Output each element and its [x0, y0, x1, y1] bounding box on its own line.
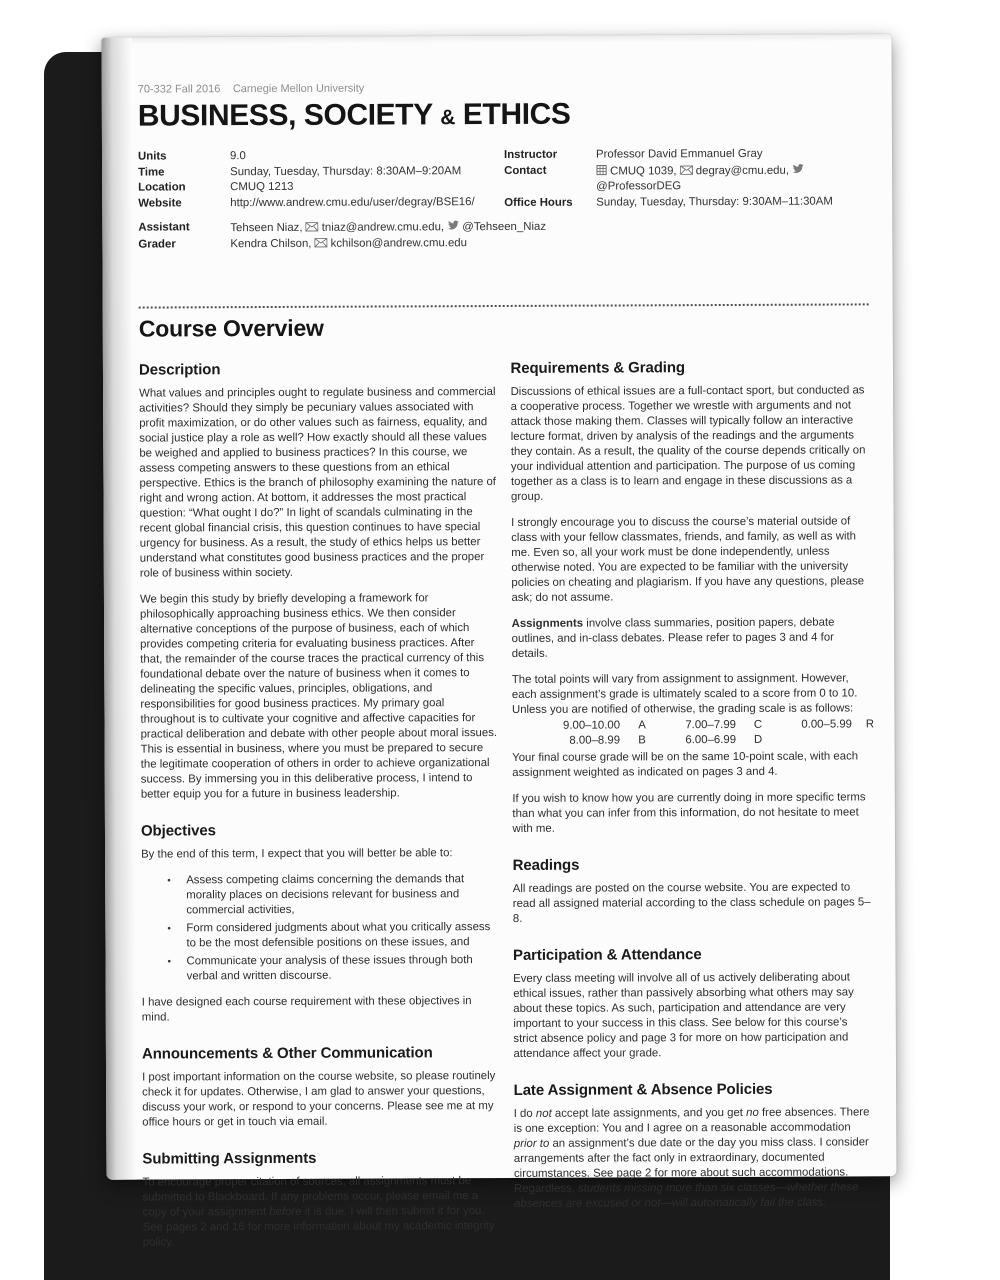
info-label: Units [138, 150, 167, 163]
assistant-value [230, 219, 546, 237]
info-label: Grader [138, 237, 176, 251]
participation-paragraph: Every class meeting will involve all of us actively deliberating about ethical issues, rather than passively absorbing what others may say about these topics. As such, participation and attendance are very important to your success in this class. See below for this course’s strict absence policy and page 3 for more on how participation and attendance affect your grade. [513, 971, 854, 1060]
readings-heading: Readings [512, 856, 580, 874]
envelope-icon [680, 165, 693, 175]
info-row-instructor [504, 146, 868, 163]
info-value: CMUQ 1213 [230, 180, 294, 194]
contact-room: CMUQ 1039, [610, 164, 677, 178]
text-run-italic: not [535, 1107, 552, 1120]
grading-scale-cell: 7.00–7.99 [685, 718, 737, 732]
objective-item: • Communicate your analysis of these issues through both verbal and written discourse. [187, 953, 501, 984]
requirements-paragraph-4: The total points will vary from assignment to assignment. However, each assignment’s grade is ultimately scaled to a score from 0 to 10. Unless you are notified of otherwise, the grading scale is as follows: [511, 672, 858, 716]
info-label: Location [138, 181, 186, 194]
late-policy-heading: Late Assignment & Absence Policies [513, 1080, 773, 1099]
info-row-grader [138, 234, 868, 253]
assistant-email: tniaz@andrew.cmu.edu, [321, 221, 445, 234]
info-label: Assistant [138, 221, 190, 234]
info-value: 9.0 [230, 150, 246, 163]
twitter-icon [447, 219, 459, 231]
grading-scale-table [534, 717, 875, 748]
objectives-outro: I have designed each course requirement with these objectives in mind. [141, 995, 472, 1024]
course-info [138, 146, 868, 252]
announcements-paragraph: I post important information on the course website, so please routinely check it for updates. Otherwise, I am glad to answer your questions, discuss your work, or respond to your concerns. Please see me at my office hours or get in touch via email. [142, 1070, 496, 1129]
objective-item: • Assess competing claims concerning the demands that morality places on decisions relevant for business and commercial activities, [186, 872, 500, 918]
section-title: Course Overview [138, 314, 324, 342]
grading-scale-cell: 8.00–8.99 [569, 734, 621, 747]
grading-scale-cell: B [638, 734, 646, 747]
envelope-icon [315, 237, 328, 247]
grader-value [230, 236, 467, 253]
syllabus-page [102, 34, 897, 1249]
readings-paragraph: All readings are posted on the course website. You are expected to read all assigned material according to the class schedule on pages 5–8. [512, 881, 871, 925]
right-column [510, 358, 875, 1223]
info-label: Time [138, 165, 165, 179]
left-column [139, 360, 501, 1262]
grading-scale-cell: D [753, 733, 763, 746]
requirements-paragraph-6: If you wish to know how you are currently doing in more specific terms than what you can infer from this information, do not hesitate to meet with me. [512, 791, 866, 835]
text-run: involve class summaries, position papers, debate outlines, and in-class debates. Please refer to pages 3 and 4 for details. [511, 616, 835, 660]
description-paragraph-2: We begin this study by briefly developing a framework for philosophically approaching business ethics. We then consider alternative conceptions of the purpose of business, each of which provides competing criteria for evaluating business practices. After that, the remainder of the course traces the practical currency of this foundational debate over the nature of business when it comes to delineating the specific values, principles, obligations, and responsibilities for good business practices. My primary goal throughout is to cultivate your cognitive and affective capacities for practical deliberation and debate with other people about moral issues. This is essential in business, where you must be prepared to secure the legitimate cooperation of others in order to achieve organizational success. By immersing you in this deliberative process, I intend to better equip you for a future in business leadership. [139, 592, 498, 801]
description-heading: Description [138, 361, 221, 379]
info-row-contact [504, 162, 868, 196]
grading-scale-cell: 0.00–5.99 [801, 718, 853, 731]
requirements-paragraph-5: Your final course grade will be on the same 10-point scale, with each assignment weighted as indicated on pages 3 and 4. [512, 750, 859, 779]
requirements-paragraph-1: Discussions of ethical issues are a full-contact sport, but conducted as a cooperative process. Together we wrestle with arguments and not attack those making them. Classes will typically follow an interactive lecture format, driven by analysis of the readings and the arguments they contain. As a result, the quality of the course depends critically on your individual attention and participation. The purpose of us coming together as a class is to learn and engage in these discussions as a group. [510, 384, 866, 503]
info-label: Instructor [504, 148, 558, 161]
info-label: Contact [504, 164, 547, 177]
two-column-layout [139, 358, 873, 1261]
announcements-heading: Announcements & Other Communication [141, 1044, 433, 1063]
building-icon [596, 164, 607, 175]
participation-heading: Participation & Attendance [512, 946, 702, 964]
grader-email: kchilson@andrew.cmu.edu [330, 236, 467, 250]
text-run-italic: prior to [513, 1137, 550, 1150]
submitting-heading: Submitting Assignments [142, 1149, 317, 1168]
text-run-bold: Assignments [511, 617, 584, 630]
submitting-paragraph [142, 1174, 501, 1251]
text-run: To encourage proper citation of sources, all assignments must be submitted to Blackboard. If any problems occur, please email me a copy of your assignment [142, 1175, 479, 1219]
grader-name: Kendra Chilson, [230, 237, 312, 250]
requirements-paragraph-2: I strongly encourage you to discuss the course’s material outside of class with your fellow classmates, friends, and family, as well as with me. Even so, all your work must be done independently, unless otherwise noted. You are expected to be familiar with the university policies on cheating and plagiarism. If you have any questions, please ask; do not assume. [511, 515, 865, 604]
course-staff [138, 217, 868, 252]
contact-email: degray@cmu.edu, [695, 164, 790, 177]
page-left-edge [102, 38, 137, 1180]
text-run: I do [513, 1107, 536, 1120]
description-paragraph-1: What values and principles ought to regulate business and commercial activities? Should they simply be pecuniary values associated with profit maximization, or do other values such as fairness, equality, and social justice play a role as well? How exactly should all these values be weighed and applied to business practices? In this course, we assess competing answers to these questions from an ethical perspective. Ethics is the branch of philosophy examining the nature of right and wrong action. At bottom, it addresses the most practical question: “What ought I do?” In light of scandals culminating in the recent global financial crisis, this question continues to have special urgency for business. As a result, the study of ethics helps us better understand what constitutes good business practices and the proper role of business within society. [139, 386, 496, 580]
envelope-icon [306, 222, 319, 232]
late-policy-paragraph [514, 1105, 873, 1212]
contact-value [596, 162, 868, 195]
twitter-icon [792, 162, 804, 174]
requirements-paragraph-3 [512, 615, 871, 662]
course-info-right [504, 146, 868, 211]
objective-item: • Form considered judgments about what you critically assess to be the most defensible positions on these issues, and [186, 920, 500, 951]
text-run: free absences. There is one exception: You and I agree on a reasonable accommodation [513, 1106, 870, 1135]
info-row-office-hours [504, 194, 868, 211]
office-hours-value: Sunday, Tuesday, Thursday: 9:30AM–11:30AM [596, 195, 833, 209]
grading-scale-cell-empty [852, 732, 888, 747]
info-label: Website [138, 196, 182, 210]
text-run-italic: before [269, 1205, 302, 1219]
grading-scale-cell: 6.00–6.99 [685, 733, 737, 747]
text-run: it is due. I will then submit it for you. See pages 2 and 16 for more information about my academic integrity policy. [142, 1205, 495, 1249]
assistant-twitter: @Tehseen_Niaz [462, 220, 547, 234]
grading-scale-cell: 9.00–10.00 [562, 719, 621, 732]
university-name: Carnegie Mellon University [232, 82, 365, 96]
course-meta [138, 80, 868, 96]
instructor-name: Professor David Emmanuel Gray [596, 147, 763, 161]
page-content [138, 34, 873, 1261]
course-title [138, 96, 868, 136]
info-label: Office Hours [504, 196, 573, 209]
text-run: an assignment’s due date or the day you miss class. I consider arrangements after the fact only in extraordinary, documented circumstances. See page 2 for more about such accommodations. Regardless, [513, 1136, 869, 1195]
requirements-heading: Requirements & Grading [510, 359, 685, 377]
dotted-divider [139, 303, 869, 308]
text-run-italic: students missing more than six classes—whether these absences are excused or not—will automatically fail the class. [514, 1181, 859, 1210]
assistant-name: Tehseen Niaz, [230, 221, 303, 235]
course-title-part2: ETHICS [462, 97, 571, 132]
text-run: accept late assignments, and you get [551, 1106, 747, 1120]
course-code: 70-332 Fall 2016 [137, 83, 221, 96]
grading-scale-cell: C [753, 718, 763, 731]
objectives-intro: By the end of this term, I expect that you will better be able to: [141, 847, 453, 861]
grading-scale-cell-empty [780, 732, 852, 747]
course-title-ampersand: & [440, 106, 456, 130]
objectives-list [141, 872, 500, 985]
course-title-part1: BUSINESS, SOCIETY [137, 98, 433, 133]
info-value: Sunday, Tuesday, Thursday: 8:30AM–9:20AM [230, 164, 462, 178]
objectives-heading: Objectives [140, 822, 216, 840]
contact-twitter: @ProfessorDEG [596, 180, 682, 193]
grading-scale-cell: R [865, 718, 875, 731]
website-url: http://www.andrew.cmu.edu/user/degray/BSE16/ [230, 195, 475, 209]
text-run-italic: no [746, 1106, 759, 1119]
grading-scale-cell: A [638, 719, 646, 732]
